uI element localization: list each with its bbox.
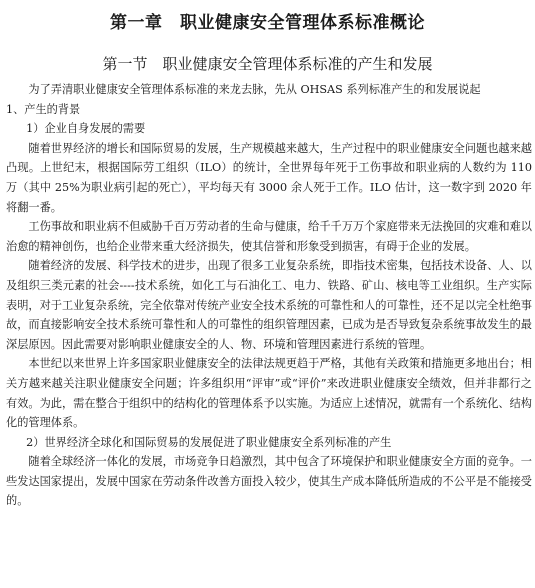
subheading-globalization: 2）世界经济全球化和国际贸易的发展促进了职业健康安全系列标准的产生 xyxy=(26,435,392,449)
chapter-title: 第一章 职业健康安全管理体系标准概论 xyxy=(110,13,425,33)
paragraph-economic-growth: 随着世界经济的增长和国际贸易的发展，生产规模越来越大，生产过程中的职业健康安全问题也越来越凸现。上世纪末，根据国际劳工组织（ILO）的统计，全世界每年死于工伤事故和职业病的人数约为 110 万（其中 25%为职业病引起的死亡），平均每天有 3000 余人死于工作。ILO 估计，这一数字到 2020 年将翻一番。 xyxy=(6,141,532,214)
paragraph-regulations: 本世纪以来世界上许多国家职业健康安全的法律法规更趋于严格，其他有关政策和措施更多地出台；相关方越来越关注职业健康安全问题；许多组织用“评审”或“评价”来改进职业健康安全绩效，但并非都行之有效。为此，需在整合于组织中的结构化的管理体系予以实施。为适应上述情况，就需有一个系统化、结构化的管理体系。 xyxy=(6,357,532,430)
subheading-enterprise-needs: 1）企业自身发展的需要 xyxy=(26,122,146,136)
paragraph-complex-systems: 随着经济的发展、科学技术的进步，出现了很多工业复杂系统，即指技术密集，包括技术设备、人、以及组织三类元素的社会----技术系统，如化工与石油化工、电力、铁路、矿山、核电等工业组织。生产实际表明，对于工业复杂系统，完全依靠对传统产业安全技术系统的可靠性和人的可靠性，还不足以完全杜绝事故，而直接影响安全技术系统可靠性和人的可靠性的组织管理因素，已成为是否导致复杂系统事故发生的最深层原因。因此需要对影响职业健康安全的人、物、环境和管理因素进行系统的管理。 xyxy=(6,259,532,351)
section-title: 第一节 职业健康安全管理体系标准的产生和发展 xyxy=(102,55,433,73)
document-body xyxy=(6,80,532,511)
intro-paragraph: 为了弄清职业健康安全管理体系标准的来龙去脉，先从 OHSAS 系列标准产生的和发展说起 xyxy=(28,83,481,96)
heading-background: 1、产生的背景 xyxy=(6,102,81,116)
paragraph-competition: 随着全球经济一体化的发展，市场竞争日趋激烈，其中包含了环境保护和职业健康安全方面的竞争。一些发达国家提出，发展中国家在劳动条件改善方面投入较少，使其生产成本降低所造成的不公平是不能接受的。 xyxy=(6,455,532,508)
paragraph-injury-impact: 工伤事故和职业病不但威胁千百万劳动者的生命与健康，给千千万万个家庭带来无法挽回的灾难和难以治愈的精神创伤，也给企业带来重大经济损失，使其信誉和形象受到损害，有碍于企业的发展。 xyxy=(6,220,532,253)
